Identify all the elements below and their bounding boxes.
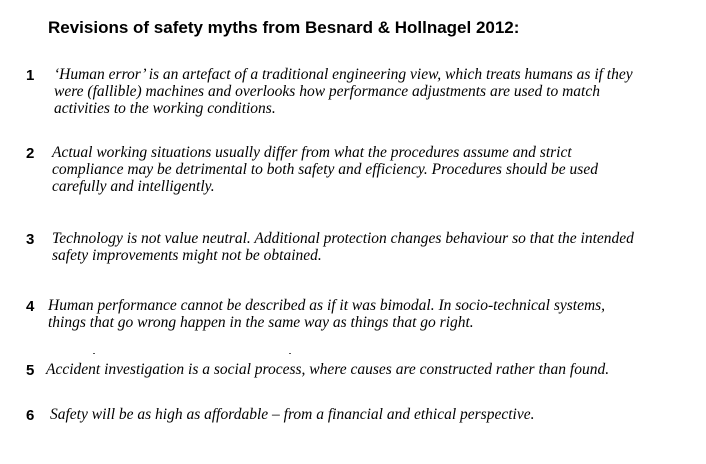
myth-text (50, 406, 534, 423)
stray-mark (289, 353, 291, 354)
myth-text (52, 144, 598, 195)
myth-text-line: were (fallible) machines and overlooks how performance adjustments are used to match (54, 83, 600, 100)
myth-text-line: Accident investigation is a social process, where causes are constructed rather than found. (46, 361, 610, 378)
myth-text-line: Human performance cannot be described as if it was bimodal. In socio-technical systems, (48, 297, 606, 314)
myth-number: 2 (26, 145, 35, 162)
myth-text-line: things that go wrong happen in the same way as things that go right. (48, 314, 474, 331)
myth-item-4 (26, 297, 605, 331)
myth-number: 4 (26, 298, 35, 315)
myth-text-line: Safety will be as high as affordable – from a financial and ethical perspective. (50, 406, 535, 423)
stray-mark (93, 353, 95, 354)
myth-item-6 (26, 406, 534, 424)
myth-number: 3 (26, 231, 35, 248)
myth-number: 1 (26, 67, 35, 84)
myth-text-line: ‘Human error’ is an artefact of a traditional engineering view, which treats humans as if they (54, 66, 633, 83)
myth-number: 5 (26, 362, 35, 379)
myth-text-line: Technology is not value neutral. Additional protection changes behaviour so that the intended (52, 230, 634, 247)
myth-text (52, 230, 634, 264)
myth-text-line: activities to the working conditions. (54, 100, 276, 117)
myth-text-line: compliance may be detrimental to both safety and efficiency. Procedures should be used (52, 161, 598, 178)
myth-text-line: safety improvements might not be obtained. (52, 247, 322, 264)
page-title: Revisions of safety myths from Besnard & Hollnagel 2012: (48, 18, 520, 37)
myth-text (48, 297, 605, 331)
myth-text-line: carefully and intelligently. (52, 178, 215, 195)
myth-item-5 (26, 361, 609, 379)
myth-item-3 (26, 230, 634, 264)
myth-item-2 (26, 144, 598, 195)
myth-item-1 (26, 66, 633, 117)
myth-text (46, 361, 609, 378)
myth-text (54, 66, 633, 117)
myth-text-line: Actual working situations usually differ from what the procedures assume and strict (52, 144, 572, 161)
myth-number: 6 (26, 407, 35, 424)
